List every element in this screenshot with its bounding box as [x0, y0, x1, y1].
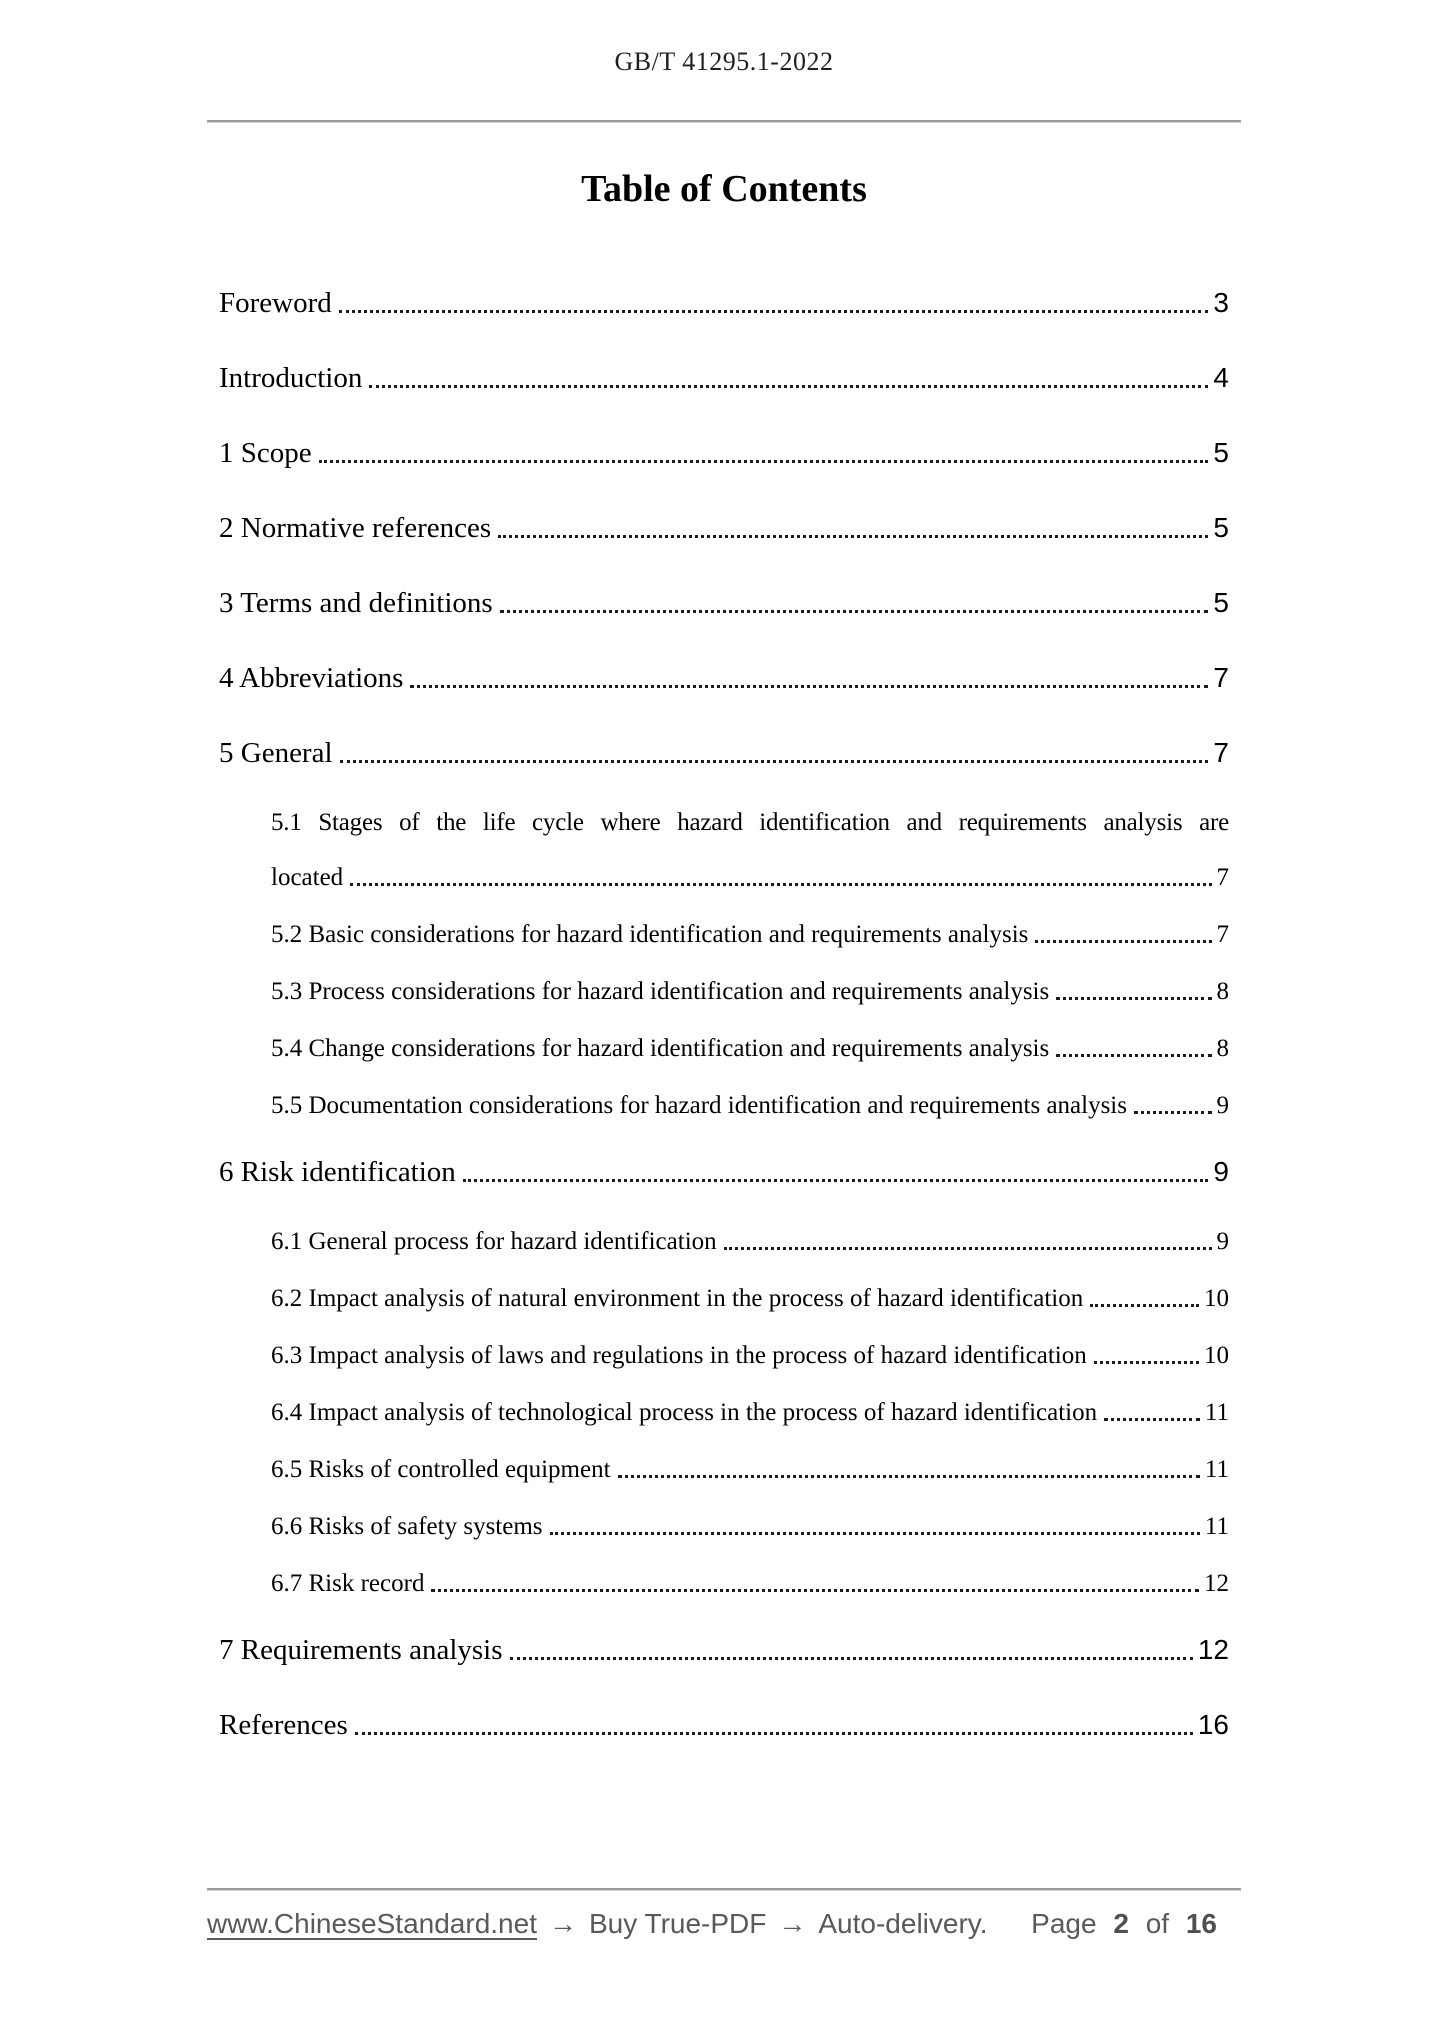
toc-entry [207, 1397, 1241, 1428]
toc-entry-page: 7 [1216, 864, 1229, 891]
toc-entry-page: 8 [1216, 978, 1229, 1005]
dotted-leader [1094, 1361, 1199, 1364]
page-title: Table of Contents [581, 168, 867, 210]
toc-entry-page: 7 [1213, 662, 1229, 693]
toc-entry-page: 10 [1204, 1285, 1229, 1312]
toc-entry-label: 6.2 Impact analysis of natural environment in the process of hazard identification [271, 1285, 1084, 1312]
toc-entry-label: 3 Terms and definitions [219, 587, 493, 619]
toc-entry-label: 6.1 General process for hazard identification [271, 1228, 717, 1255]
toc-entry [207, 360, 1241, 396]
dotted-leader [1056, 997, 1211, 1000]
toc-entry-label: 6.6 Risks of safety systems [271, 1513, 543, 1540]
footer-delivery-text: Auto-delivery. [818, 1908, 988, 1939]
toc-entry [207, 1568, 1241, 1599]
toc-entry-label: References [219, 1709, 348, 1741]
toc-entry [207, 510, 1241, 546]
toc-entry [207, 1632, 1241, 1668]
toc-entry-page: 9 [1213, 1156, 1229, 1187]
toc-entry [207, 1154, 1241, 1190]
toc-entry-page: 11 [1204, 1513, 1229, 1540]
toc-entry-label: 7 Requirements analysis [219, 1634, 503, 1666]
toc-entry-label: 6.7 Risk record [271, 1570, 425, 1597]
toc-entry-page: 16 [1197, 1709, 1229, 1740]
toc-entry-label: 6.5 Risks of controlled equipment [271, 1456, 611, 1483]
dotted-leader [431, 1589, 1199, 1592]
dotted-leader [410, 685, 1208, 688]
dotted-leader [369, 385, 1208, 388]
dotted-leader [510, 1657, 1193, 1660]
toc-entry-label: 5.3 Process considerations for hazard identification and requirements analysis [271, 978, 1050, 1005]
dotted-leader [1104, 1418, 1200, 1421]
toc-entry-label: 5.2 Basic considerations for hazard identification and requirements analysis [271, 921, 1029, 948]
dotted-leader [350, 883, 1211, 886]
toc-entry-page: 5 [1213, 437, 1229, 468]
toc-entry-label: 6.4 Impact analysis of technological process in the process of hazard identification [271, 1399, 1098, 1426]
page-footer [207, 1906, 1241, 1942]
current-page-number: 2 [1113, 1908, 1129, 1939]
toc-entry-page: 9 [1216, 1228, 1229, 1255]
dotted-leader [355, 1732, 1193, 1735]
dotted-leader [319, 460, 1209, 463]
toc-entry [207, 1283, 1241, 1314]
toc-entry-page: 12 [1204, 1570, 1229, 1597]
dotted-leader [724, 1247, 1212, 1250]
page-content [207, 0, 1241, 1743]
document-number: GB/T 41295.1-2022 [614, 47, 834, 76]
dotted-leader [618, 1475, 1200, 1478]
arrow-right-icon: → [778, 1908, 807, 1939]
toc-entry [207, 285, 1241, 321]
toc-entry-page: 7 [1213, 737, 1229, 768]
toc-entry [207, 1090, 1241, 1121]
toc-entry [207, 1707, 1241, 1743]
toc-entry-page: 4 [1213, 362, 1229, 393]
dotted-leader [1056, 1054, 1211, 1057]
toc-entry [207, 1454, 1241, 1485]
toc-entry-label: 5.4 Change considerations for hazard identification and requirements analysis [271, 1035, 1050, 1062]
footer-promo [207, 1906, 987, 1942]
toc-entry-page: 12 [1197, 1634, 1229, 1665]
toc-entry [207, 1226, 1241, 1257]
toc-entry-label: 2 Normative references [219, 512, 492, 544]
dotted-leader [339, 310, 1209, 313]
toc-entry [207, 1033, 1241, 1064]
page-indicator [1031, 1906, 1217, 1942]
toc-entry [207, 435, 1241, 471]
toc-entry-label: 4 Abbreviations [219, 662, 404, 694]
toc-entry-label: Foreword [219, 287, 332, 319]
dotted-leader [550, 1532, 1200, 1535]
dotted-leader [1090, 1304, 1199, 1307]
toc-entry-page: 11 [1204, 1399, 1229, 1426]
dotted-leader [340, 760, 1209, 763]
toc-entry [207, 735, 1241, 771]
toc-entry-page: 8 [1216, 1035, 1229, 1062]
toc-entry-page: 10 [1204, 1342, 1229, 1369]
toc-entry-label: 6 Risk identification [219, 1156, 456, 1188]
dotted-leader [498, 535, 1208, 538]
toc-entry-label: 1 Scope [219, 437, 312, 469]
total-page-number: 16 [1185, 1908, 1217, 1939]
toc-entry-page: 7 [1216, 921, 1229, 948]
toc-entry [207, 585, 1241, 621]
page-of-label: of [1145, 1908, 1170, 1939]
toc-entry [207, 919, 1241, 950]
toc-entry-page: 11 [1204, 1456, 1229, 1483]
footer-divider [207, 1888, 1241, 1891]
dotted-leader [463, 1179, 1209, 1182]
table-of-contents [207, 285, 1241, 1743]
toc-entry-label: located [271, 864, 344, 891]
website-link[interactable]: www.ChineseStandard.net [207, 1908, 537, 1939]
toc-entry-page: 5 [1213, 587, 1229, 618]
toc-entry-page: 3 [1213, 287, 1229, 318]
toc-entry-page: 9 [1216, 1092, 1229, 1119]
footer-buy-text: Buy True-PDF [588, 1908, 767, 1939]
toc-entry-label: Introduction [219, 362, 363, 394]
dotted-leader [1134, 1111, 1212, 1114]
arrow-right-icon: → [548, 1908, 577, 1939]
dotted-leader [1035, 940, 1211, 943]
page-label: Page [1031, 1908, 1097, 1939]
toc-entry-label: 5.1 Stages of the life cycle where hazard identification and requirements analysis are [271, 809, 1229, 836]
toc-entry [207, 976, 1241, 1007]
toc-entry [207, 862, 1241, 893]
toc-entry-label: 6.3 Impact analysis of laws and regulations in the process of hazard identification [271, 1342, 1087, 1369]
toc-entry-page: 5 [1213, 512, 1229, 543]
toc-entry-label: 5 General [219, 737, 333, 769]
dotted-leader [500, 610, 1209, 613]
header-divider [207, 120, 1241, 123]
toc-entry-label: 5.5 Documentation considerations for hazard identification and requirements analysis [271, 1092, 1127, 1119]
toc-entry [207, 1340, 1241, 1371]
toc-entry [207, 807, 1241, 838]
toc-entry [207, 660, 1241, 696]
toc-entry [207, 1511, 1241, 1542]
